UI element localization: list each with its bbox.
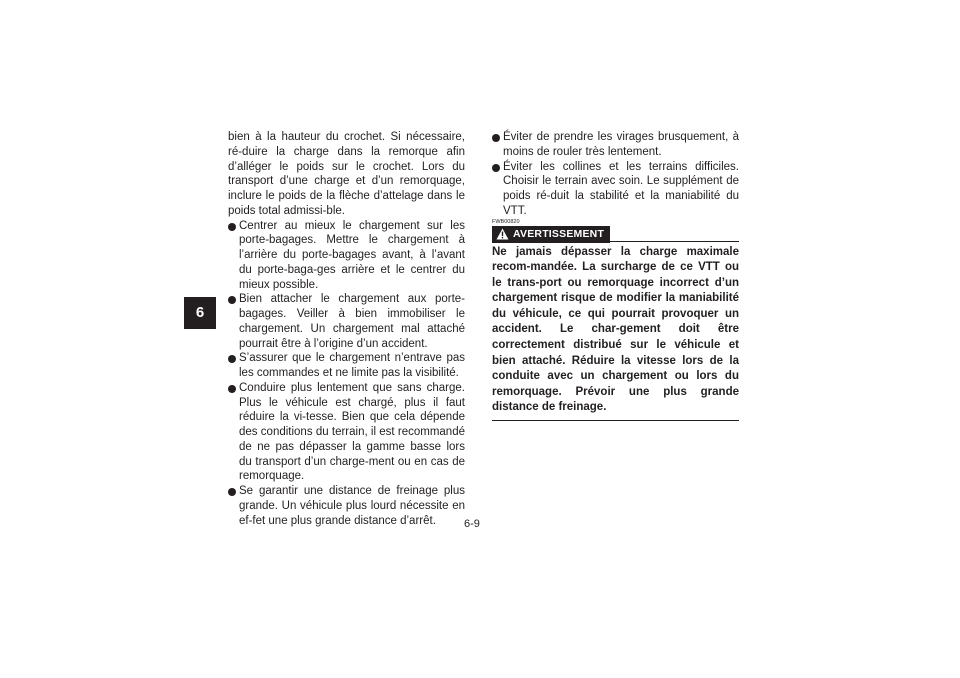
page-number: 6-9 xyxy=(464,518,480,530)
list-item xyxy=(228,292,465,351)
list-item-text: Centrer au mieux le chargement sur les porte-bagages. Mettre le chargement à l’arrière du porte-bagages avant, à l’avant du porte-baga-ges arrière et le centrer du mieux possible. xyxy=(239,219,465,291)
warning-code: FWB00820 xyxy=(492,218,520,225)
left-column xyxy=(228,130,465,528)
list-item xyxy=(492,160,739,219)
list-item xyxy=(492,130,739,160)
list-item xyxy=(228,219,465,293)
warning-badge xyxy=(492,226,610,243)
bullet-icon xyxy=(492,134,500,142)
bullet-icon xyxy=(228,385,236,393)
warning-box xyxy=(492,219,739,422)
warning-end-rule xyxy=(492,420,739,421)
list-item-text: Conduire plus lentement que sans charge. Plus le véhicule est chargé, plus il faut réduire la vi-tesse. Bien que cela dépende des conditions du terrain, il est recommandé de ne pas dépasser la gamme basse lors du transport d’un charge-ment ou en cas de remorquage. xyxy=(239,381,465,483)
warning-rule xyxy=(610,241,739,242)
list-item xyxy=(228,381,465,484)
list-item-text: Éviter les collines et les terrains difficiles. Choisir le terrain avec soin. Le supplément de poids ré-duit la stabilité et la maniabilité du VTT. xyxy=(503,160,739,217)
right-column xyxy=(492,130,739,421)
list-item-text: Bien attacher le chargement aux porte-bagages. Veiller à bien immobiliser le chargement. Un chargement mal attaché pourrait être à l’origine d’un accident. xyxy=(239,293,465,350)
warning-label: AVERTISSEMENT xyxy=(513,227,605,240)
warning-triangle-icon xyxy=(496,228,509,240)
bullet-icon xyxy=(228,223,236,231)
bullet-icon xyxy=(228,488,236,496)
warning-header xyxy=(492,226,739,243)
list-item-text: S’assurer que le chargement n’entrave pas les commandes et ne limite pas la visibilité. xyxy=(239,352,465,379)
chapter-tab: 6 xyxy=(184,297,216,329)
list-item-text: Se garantir une distance de freinage plus grande. Un véhicule plus lourd nécessite en ef-fet une plus grande distance d’arrêt. xyxy=(239,485,465,527)
bullet-icon xyxy=(492,164,500,172)
list-item xyxy=(228,484,465,528)
bullet-icon xyxy=(228,355,236,363)
bullet-icon xyxy=(228,296,236,304)
list-item xyxy=(228,351,465,381)
warning-text: Ne jamais dépasser la charge maximale recom-mandée. La surcharge de ce VTT ou le trans-port ou remorquage incorrect d’un chargement risque de modifier la maniabilité du véhicule, ce qui pourrait provoquer un accident. Le char-gement doit être correctement distribué sur le véhicule et bien attaché. Réduire la vitesse lors de la conduite avec un chargement ou lors du remorquage. Prévoir une plus grande distance de freinage. xyxy=(492,245,739,414)
list-item-text: Éviter de prendre les virages brusquement, à moins de rouler très lentement. xyxy=(503,131,739,158)
intro-paragraph: bien à la hauteur du crochet. Si nécessaire, ré-duire la charge dans la remorque afin d’alléger le poids sur le crochet. Lors du transport d’une charge et d’un remorquage, inclure le poids de la flèche d’attelage dans le poids total admissi-ble. xyxy=(228,131,465,217)
